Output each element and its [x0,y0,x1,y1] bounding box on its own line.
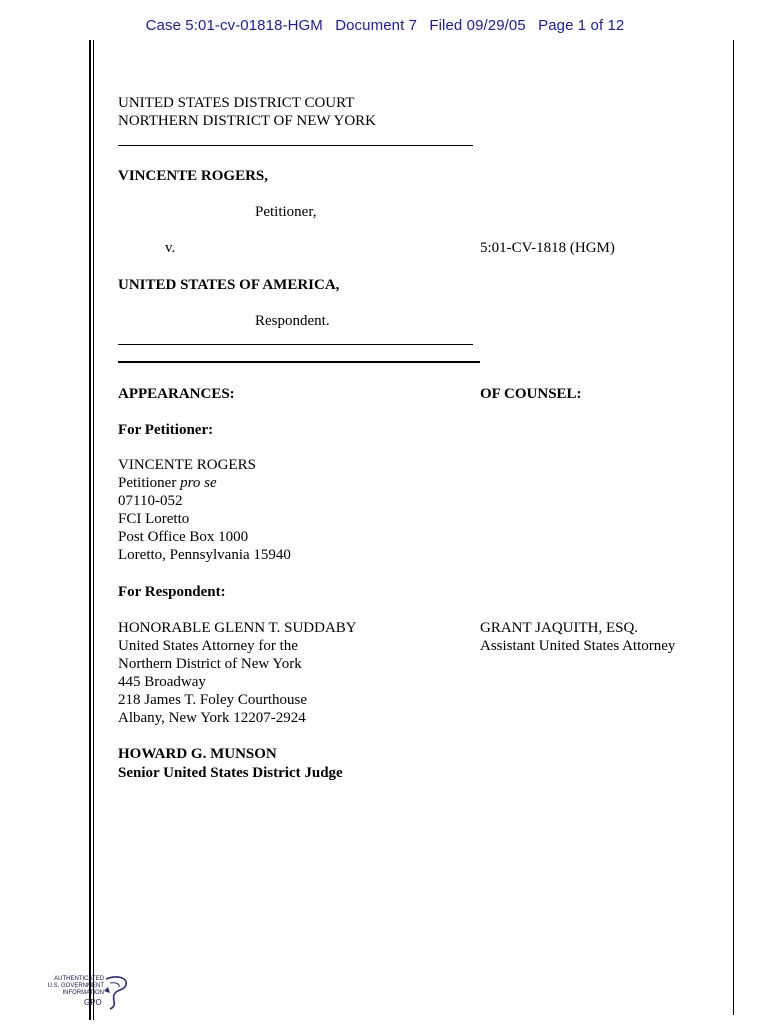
petitioner-po-box: Post Office Box 1000 [118,529,249,545]
left-margin-line-inner [93,40,94,1020]
case-number-header: Case 5:01-cv-01818-HGM [145,17,323,34]
right-margin-line [733,40,734,1015]
petitioner-name: VINCENTE ROGERS, [118,168,269,184]
gpo-label: GPO [84,998,102,1007]
petitioner-role: Petitioner, [255,204,317,220]
respondent-name: UNITED STATES OF AMERICA, [118,277,340,293]
petitioner-facility: FCI Loretto [118,511,190,527]
respondent-counsel-line: 445 Broadway [118,674,206,690]
petitioner-register-number: 07110-052 [118,493,183,509]
of-counsel-title: Assistant United States Attorney [480,638,676,654]
of-counsel-heading: OF COUNSEL: [480,386,582,402]
left-margin-line [89,40,91,1020]
of-counsel-name: GRANT JAQUITH, ESQ. [480,620,639,636]
respondent-counsel-line: Northern District of New York [118,656,302,672]
caption-rule-top [118,145,473,146]
respondent-counsel-line: Albany, New York 12207-2924 [118,710,306,726]
eagle-icon [44,973,134,1013]
petitioner-counsel-name: VINCENTE ROGERS [118,457,256,473]
page-number-header: Page 1 of 12 [538,17,625,34]
filed-date-header: Filed 09/29/05 [429,17,526,34]
respondent-counsel-line: United States Attorney for the [118,638,298,654]
petitioner-pro-se: Petitioner pro se [118,475,217,491]
versus: v. [165,240,176,256]
court-district: NORTHERN DISTRICT OF NEW YORK [118,113,376,129]
appearances-heading: APPEARANCES: [118,386,235,402]
respondent-counsel-line: HONORABLE GLENN T. SUDDABY [118,620,357,636]
docket-number: 5:01-CV-1818 (HGM) [480,240,615,256]
judge-name: HOWARD G. MUNSON [118,746,277,762]
document-number-header: Document 7 [335,17,418,34]
petitioner-city: Loretto, Pennsylvania 15940 [118,547,291,563]
judge-title: Senior United States District Judge [118,765,343,781]
seal-text: AUTHENTICATED U.S. GOVERNMENT INFORMATION [47,976,104,996]
court-name: UNITED STATES DISTRICT COURT [118,95,355,111]
caption-rule-bottom [118,344,473,345]
filing-header [0,17,770,34]
gpo-authentication-seal [44,973,134,1013]
caption-rule-double [118,361,480,363]
respondent-counsel-line: 218 James T. Foley Courthouse [118,692,308,708]
respondent-role: Respondent. [255,313,330,329]
for-respondent-heading: For Respondent: [118,584,226,600]
for-petitioner-heading: For Petitioner: [118,422,214,438]
